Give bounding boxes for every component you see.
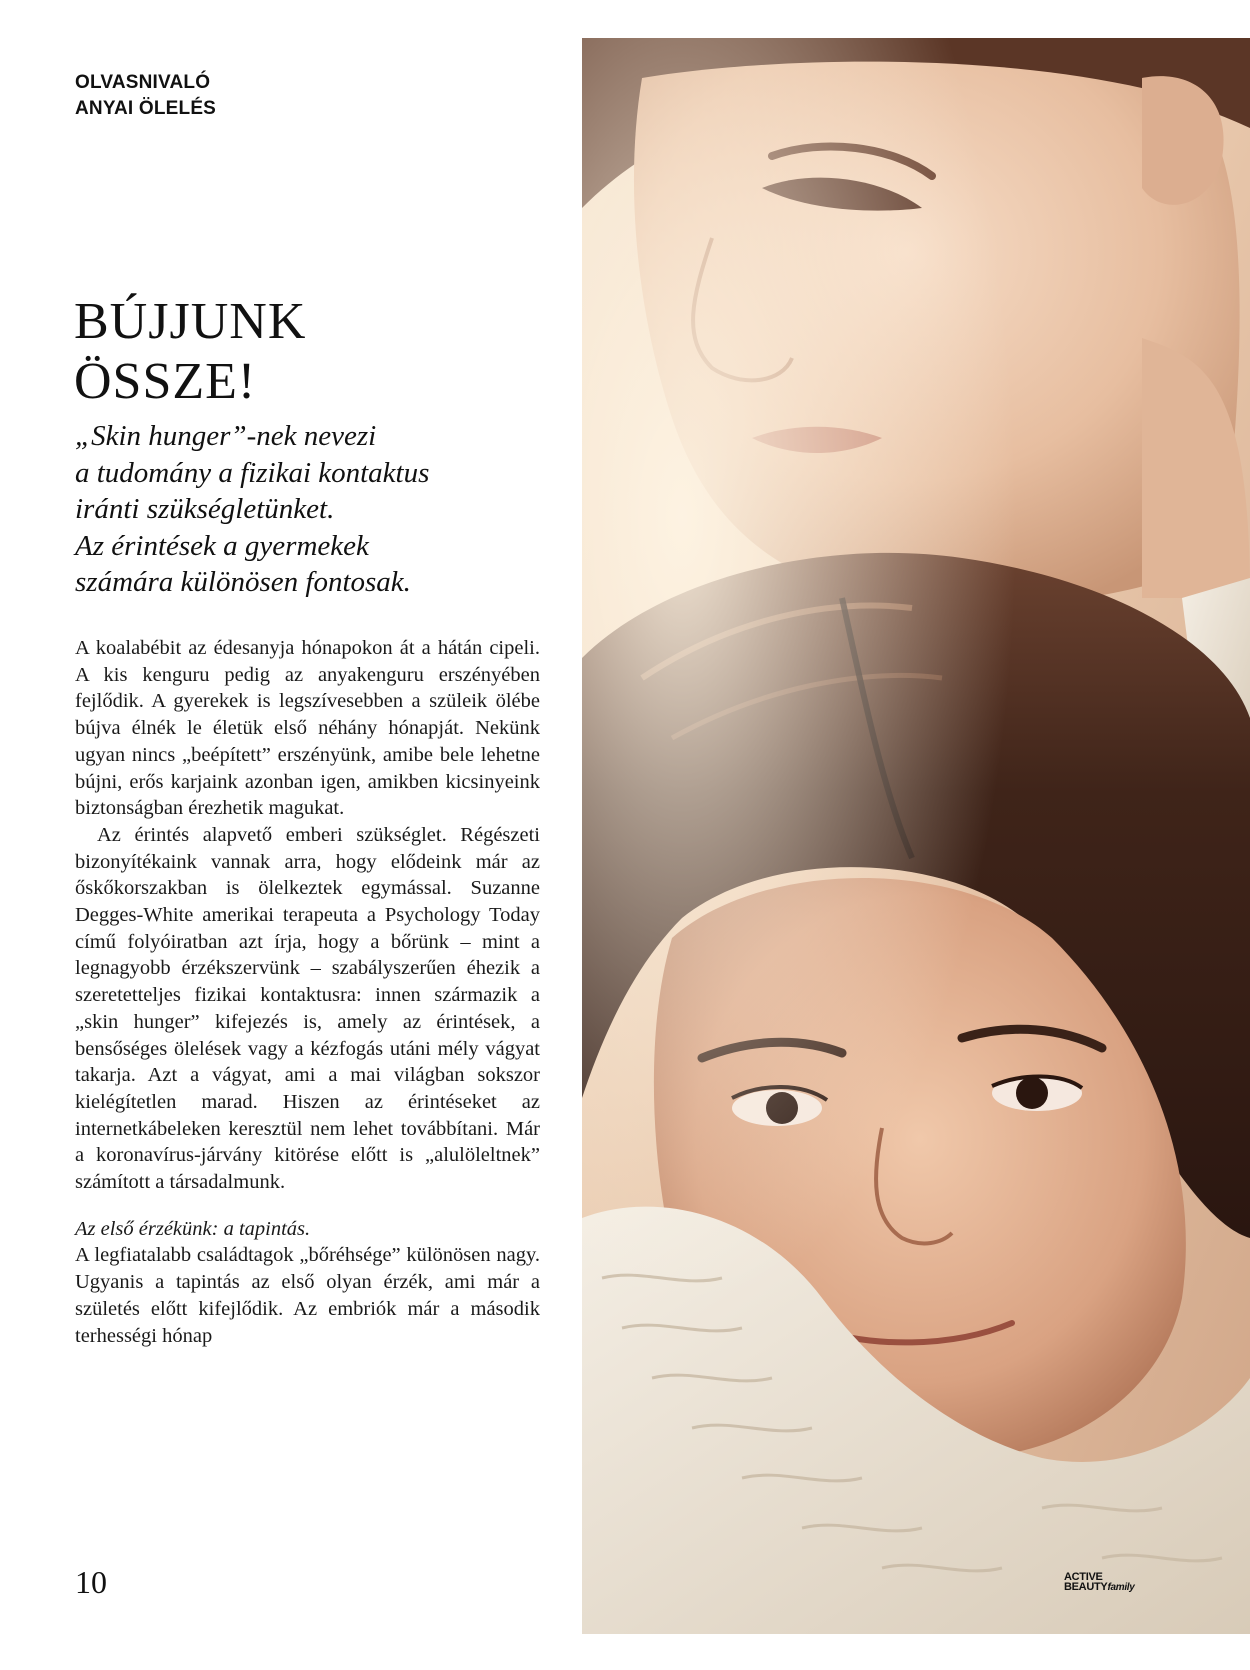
section-kicker [75, 70, 216, 122]
brand-family: family [1107, 1582, 1135, 1593]
page-number: 10 [75, 1564, 107, 1600]
body-paragraph: A koalabébit az édesanyja hónapokon át a hátán cipeli. A kis kenguru pedig az anyakenguru erszényében fejlődik. A gyerekek is legszívesebben a szüleik ölébe bújva élnék le életük első néhány hónapját. Nekünk ugyan nincs „beépített” erszényünk, amibe bele lehetne bújni, erős karjaink azonban igen, amikben kicsinyeink biztonságban érezhetik magukat. [75, 637, 540, 820]
lead-line: a tudomány a fizikai kontaktus [75, 456, 430, 489]
article-body [75, 635, 540, 1349]
title-line: ÖSSZE! [74, 353, 257, 410]
lead-line: Az érintések a gyermekek [75, 529, 369, 562]
body-paragraph: A legfiatalabb családtagok „bőréhsége” különösen nagy. Ugyanis a tapintás az első olyan érzék, ami már a születés előtt kifejlődik. Az embriók már a második terhességi hónap [75, 1244, 540, 1347]
article-photo [582, 38, 1250, 1634]
brand-beauty: BEAUTY [1064, 1581, 1108, 1593]
lead-line: számára különösen fontosak. [75, 566, 411, 598]
article-lead [75, 418, 545, 601]
brand-logo [1064, 1572, 1135, 1593]
section-label: OLVASNIVALÓ [75, 72, 211, 93]
title-line: BÚJJUNK [74, 293, 307, 350]
lead-line: „Skin hunger”-nek nevezi [75, 420, 377, 452]
body-paragraph: Az érintés alapvető emberi szükséglet. Régészeti bizonyítékaink vannak arra, hogy elődeink már az őskőkorszakban is ölelkeztek egymással. Suzanne Degges-White amerikai terapeuta a Psychology Today című folyóiratban azt írja, hogy a bőrünk – mint a legnagyobb érzékszervünk – szabályszerűen éhezik a szeretetteljes fizikai kontaktusra: innen származik a „skin hunger” kifejezés is, amely az érintések, a bensőséges ölelések vagy a kézfogás utáni mély vágyat takarja. Azt a vágyat, ami a mai világban sokszor kielégítetlen marad. Hiszen az érintéseket az internetkábeleken keresztül nem lehet továbbítani. Már a koronavírus-járvány kitörése előtt is „alulöleltnek” számított a társadalmunk. [75, 823, 540, 1194]
brand-line-beauty [1064, 1582, 1135, 1593]
brand-line-active: ACTIVE [1064, 1571, 1103, 1583]
article-title [74, 292, 306, 412]
subhead-block [75, 1216, 540, 1350]
subhead: Az első érzékünk: a tapintás. [75, 1217, 311, 1240]
subsection-label: ANYAI ÖLELÉS [75, 98, 217, 119]
lead-line: iránti szükségletünket. [75, 493, 335, 525]
mother-daughter-photo [582, 38, 1250, 1634]
